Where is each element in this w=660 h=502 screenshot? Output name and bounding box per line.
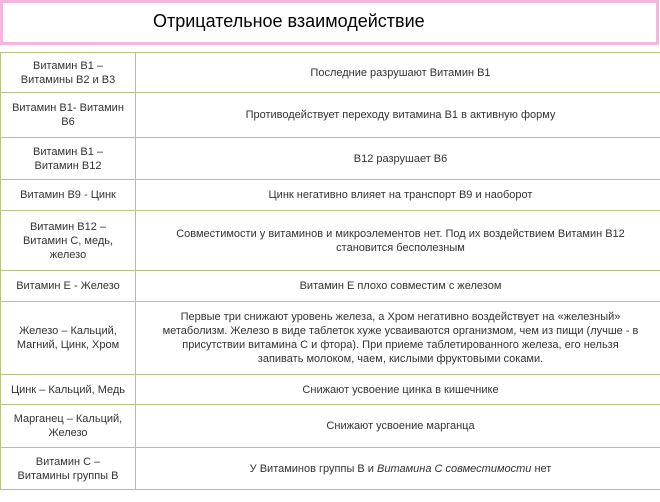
pair-cell — [1, 375, 136, 405]
effect-line: Снижают усвоение марганца — [326, 420, 475, 432]
table-row — [1, 375, 660, 405]
effect-line: Совместимости у витаминов и микроэлементов нет. Под их воздействием Витамин В12 — [176, 227, 625, 240]
pair-cell — [1, 93, 136, 138]
effect-cell — [136, 448, 660, 490]
page-title: Отрицательное взаимодействие — [153, 11, 425, 31]
table-row — [1, 211, 660, 271]
pair-cell — [1, 211, 136, 271]
title-banner — [0, 0, 659, 45]
table-row — [1, 271, 660, 302]
pair-line: Железо – Кальций, — [19, 325, 117, 337]
pair-line: Витамин В12 – — [29, 220, 107, 233]
pair-line: Цинк – Кальций, Медь — [10, 383, 126, 396]
effect-cell — [136, 53, 660, 93]
effect-line: Снижают усвоение цинка в кишечнике — [302, 383, 499, 396]
effect-line: В12 разрушает В6 — [353, 152, 448, 165]
pair-cell — [1, 302, 136, 375]
pair-line: Витамин С – — [35, 455, 101, 468]
effect-cell — [136, 211, 660, 271]
pair-cell — [1, 405, 136, 448]
interaction-table — [0, 52, 660, 490]
table-row — [1, 302, 660, 375]
effect-line: Витамин Е плохо совместим с железом — [299, 280, 502, 292]
effect-cell — [136, 93, 660, 138]
table-row — [1, 180, 660, 211]
table-row — [1, 405, 660, 448]
pair-cell — [1, 138, 136, 180]
effect-text: нет — [531, 462, 552, 475]
pair-line: В6 — [61, 116, 75, 128]
pair-cell — [1, 271, 136, 302]
effect-cell — [136, 302, 660, 375]
table-row — [1, 93, 660, 138]
effect-cell — [136, 271, 660, 302]
table-row — [1, 138, 660, 180]
pair-line: Витамин В1 – — [33, 59, 103, 72]
pair-cell — [1, 448, 136, 490]
pair-line: Витамины группы В — [17, 469, 119, 482]
pair-line: Железо — [48, 427, 88, 439]
effect-line: Цинк негативно влияет на транспорт В9 и наоборот — [268, 189, 533, 201]
pair-line: Витамин С, медь, — [22, 234, 114, 247]
pair-line: Магний, Цинк, Хром — [16, 339, 120, 351]
pair-cell — [1, 180, 136, 211]
effect-line: метаболизм. Железо в виде таблеток хуже усваиваются организмом, чем из пищи (лучше - в — [162, 325, 639, 337]
effect-line: Первые три снижают уровень железа, а Хром негативно воздействует на «железный» — [180, 311, 621, 323]
table-row — [1, 448, 660, 490]
effect-line: Последние разрушают Витамин В1 — [310, 66, 491, 79]
effect-text: У Витаминов группы В и — [249, 462, 378, 475]
pair-line: Марганец – Кальций, — [13, 413, 123, 425]
pair-line: Витамин В1- Витамин — [12, 102, 124, 114]
pair-cell — [1, 53, 136, 93]
table-row — [1, 53, 660, 93]
pair-line: Витамин В1 – — [33, 145, 103, 158]
effect-cell — [136, 138, 660, 180]
effect-cell — [136, 180, 660, 211]
effect-line: присутствии витамина С и фтора). При приеме таблетированного железа, его нельзя — [182, 339, 619, 351]
pair-line: Витамин В12 — [34, 159, 102, 172]
pair-line: Витамины В2 и В3 — [20, 73, 116, 86]
effect-line: становится бесполезным — [336, 241, 465, 254]
effect-line: Противодействует переходу витамина В1 в активную форму — [245, 109, 556, 121]
pair-line: Витамин В9 - Цинк — [20, 189, 116, 201]
effect-line: запивать молоком, чаем, кислыми фруктовыми соками. — [257, 353, 544, 365]
pair-line: железо — [49, 248, 87, 261]
effect-cell — [136, 375, 660, 405]
effect-cell — [136, 405, 660, 448]
pair-line: Витамин Е - Железо — [16, 280, 120, 292]
effect-text-italic: Витамина С совместимости — [377, 462, 532, 475]
